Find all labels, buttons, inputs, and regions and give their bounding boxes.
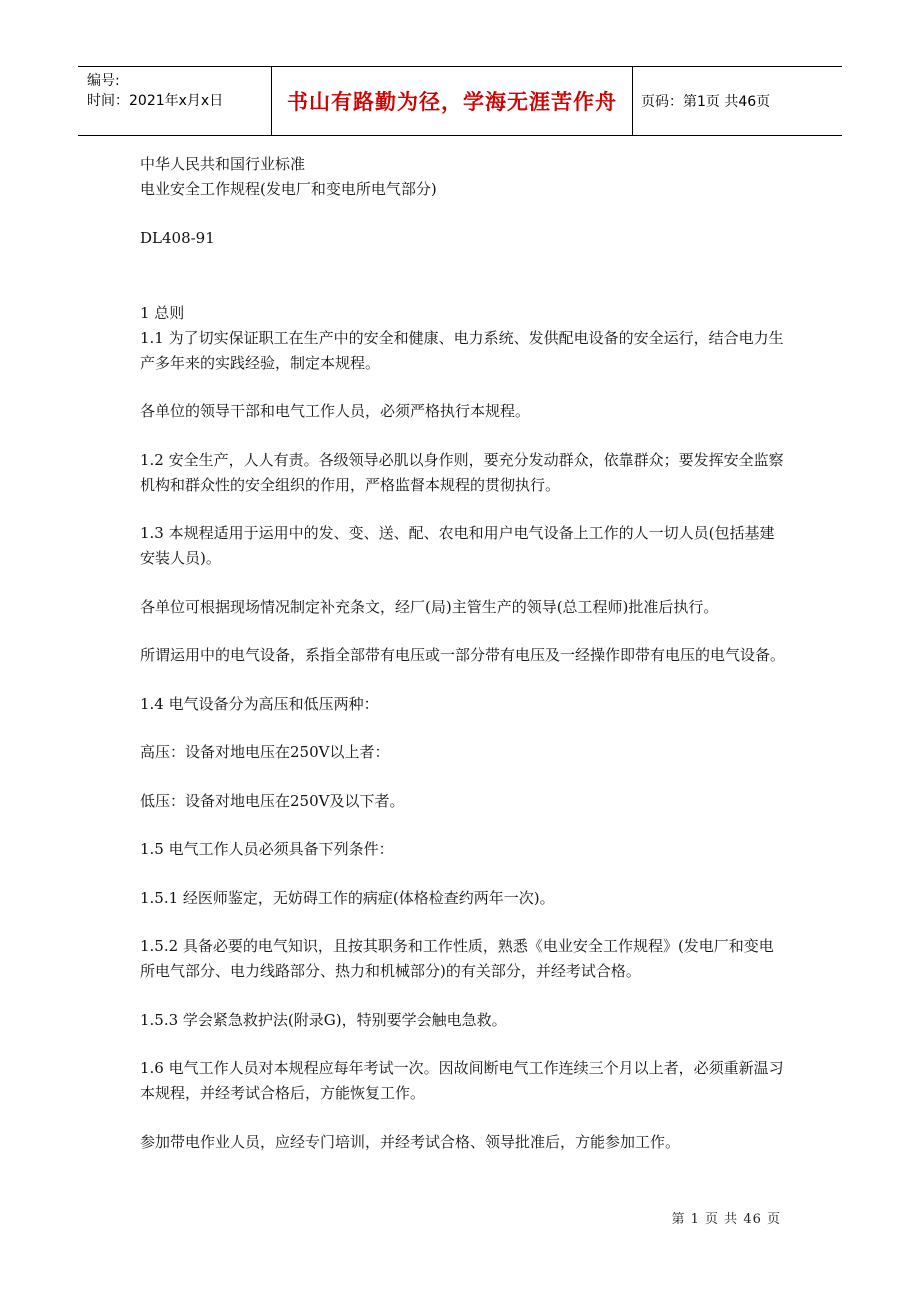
header-motto-cell bbox=[271, 67, 633, 135]
paragraph-1-6: 1.6 电气工作人员对本规程应每年考试一次。因故间断电气工作连续三个月以上者，必须重新温习本规程，并经考试合格后，方能恢复工作。 bbox=[140, 1059, 784, 1102]
paragraph-1-5-1: 1.5.1 经医师鉴定，无妨碍工作的病症(体格检查约两年一次)。 bbox=[140, 889, 555, 907]
header-page-cell bbox=[633, 67, 842, 135]
paragraph: 低压：设备对地电压在250V及以下者。 bbox=[140, 792, 405, 810]
paragraph: 各单位可根据现场情况制定补充条文，经厂(局)主管生产的领导(总工程师)批准后执行。 bbox=[140, 598, 719, 616]
time-label: 时间：2021年x月x日 bbox=[87, 93, 224, 109]
paragraph-1-5-3: 1.5.3 学会紧急救护法(附录G)，特别要学会触电急救。 bbox=[140, 1011, 507, 1029]
paragraph-1-1: 1.1 为了切实保证职工在生产中的安全和健康、电力系统、发供配电设备的安全运行，结合电力生产多年来的实践经验，制定本规程。 bbox=[140, 329, 784, 372]
motto: 书山有路勤为径，学海无涯苦作舟 bbox=[287, 90, 617, 114]
serial-label: 编号: bbox=[87, 73, 120, 89]
doc-org: 中华人民共和国行业标准 bbox=[140, 155, 306, 173]
document-body bbox=[140, 152, 785, 1155]
paragraph: 参加带电作业人员，应经专门培训，并经考试合格、领导批准后，方能参加工作。 bbox=[140, 1133, 681, 1151]
paragraph: 各单位的领导干部和电气工作人员，必须严格执行本规程。 bbox=[140, 402, 531, 420]
paragraph-1-5: 1.5 电气工作人员必须具备下列条件： bbox=[140, 840, 394, 858]
paragraph-1-5-2: 1.5.2 具备必要的电气知识，且按其职务和工作性质，熟悉《电业安全工作规程》(发电厂和变电所电气部分、电力线路部分、热力和机械部分)的有关部分，并经考试合格。 bbox=[140, 937, 774, 980]
page-header bbox=[78, 66, 842, 136]
paragraph-1-2: 1.2 安全生产，人人有责。各级领导必肌以身作则，要充分发动群众，依靠群众；要发挥安全监察机构和群众性的安全组织的作用，严格监督本规程的贯彻执行。 bbox=[140, 451, 784, 494]
paragraph-1-3: 1.3 本规程适用于运用中的发、变、送、配、农电和用户电气设备上工作的人一切人员(包括基建安装人员)。 bbox=[140, 524, 775, 567]
doc-title: 电业安全工作规程(发电厂和变电所电气部分) bbox=[140, 180, 437, 198]
header-meta bbox=[78, 67, 271, 135]
page-footer: 第 1 页 共 46 页 bbox=[671, 1212, 781, 1227]
header-page-info: 页码：第1页 共46页 bbox=[641, 94, 771, 110]
section-heading: 1 总则 bbox=[140, 304, 185, 322]
paragraph: 高压：设备对地电压在250V以上者： bbox=[140, 743, 390, 761]
doc-code: DL408-91 bbox=[140, 229, 215, 247]
paragraph: 所谓运用中的电气设备，系指全部带有电压或一部分带有电压及一经操作即带有电压的电气设备。 bbox=[140, 646, 786, 664]
paragraph-1-4: 1.4 电气设备分为高压和低压两种： bbox=[140, 695, 379, 713]
